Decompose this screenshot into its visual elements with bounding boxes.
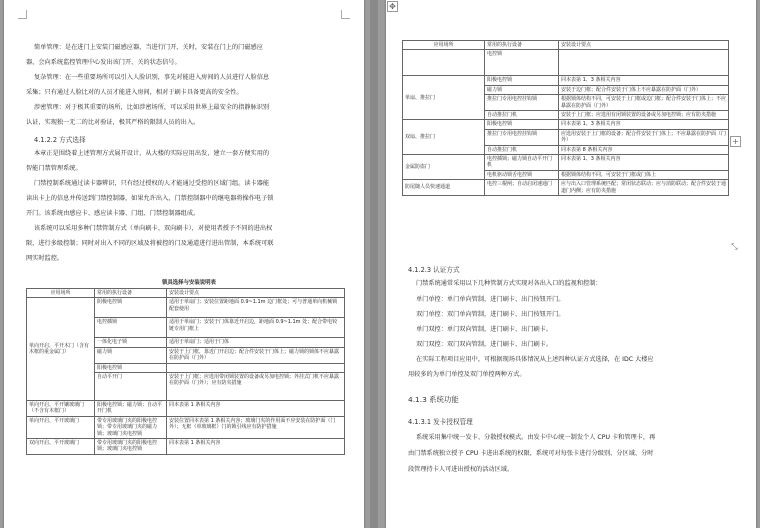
text-line: 双门单控：双门单向管制，进门刷卡、出门按钮开门。 xyxy=(416,311,565,318)
table-cell xyxy=(167,363,345,372)
text-line: 单门单控：单门单向管制，进门刷卡、出门按钮开门。 xyxy=(416,296,565,303)
table-cell: 应选用安装于上门框的设备；配合件安装于门体上；不应暴露在防护面（门外） xyxy=(559,129,729,145)
table-cell: 安装位置同本表第 1 条相关内容；玻璃门夹的作用面不应安装在防护面（门外）；无框（单玻璃框）门的锁引线应有防护措施 xyxy=(167,416,345,438)
section-heading: 4.1.2.2 方式选择 xyxy=(34,136,86,144)
table-cell: 适用于单扇门；适用于门体 xyxy=(167,338,345,347)
table-cell: 安装于上门框，靠近门开启边；配合件安装于门体上；磁力锁的锁体不应暴露在防护面（门外） xyxy=(167,347,345,363)
page-gap xyxy=(370,0,378,528)
table-cell: 单向开启、平开木门（含有木框的重金属门） xyxy=(27,298,95,401)
column-header: 常用的执行设备 xyxy=(485,41,559,50)
text-line: 在实际工程项目应用中，可根据现场具体情况从上述四种认证方式选择，在 IDC 大楼应 xyxy=(416,356,654,363)
table-row xyxy=(403,76,729,85)
table-cell: 单向开启、平开玻璃门 xyxy=(27,416,95,438)
table-cell: 双向开启、平开玻璃门 xyxy=(27,439,95,455)
table-cell: 电控插锁 xyxy=(95,318,167,338)
text-line: 网实时监控。 xyxy=(26,255,64,262)
table-cell: 同本表第 1、3 条相关内容 xyxy=(559,76,729,85)
table-cell: 适用于单扇门；安装于门体靠近开启边，距地面 0.9~1.1m 处；配合带电铰链专用门框上 xyxy=(167,318,345,338)
lock-selection-table xyxy=(26,288,345,455)
table-cell: 阳极电控锁；磁力锁；自动平开门机 xyxy=(95,401,167,417)
text-line: 用较多的为单门单控及双门单控两种方式。 xyxy=(408,371,526,378)
table-row xyxy=(403,50,729,76)
table-cell: 阴极电控锁 xyxy=(95,298,167,318)
table-cell: 电机驱动锁舌电控锁 xyxy=(485,170,559,179)
table-cell: 根据锁体结构不同，可安装于门框或门体上 xyxy=(559,170,729,179)
table-cell: 推拉门专用电控挂钩锁 xyxy=(485,129,559,145)
column-header: 安装设计要点 xyxy=(167,289,345,298)
table-row xyxy=(403,180,729,196)
table-row xyxy=(403,120,729,129)
text-line: 智能门禁管理系统。 xyxy=(26,165,82,172)
resize-handle-icon[interactable]: ⤡ xyxy=(731,242,738,251)
table-move-handle-icon[interactable]: ✥ xyxy=(387,1,398,12)
table-cell: 电控锁 xyxy=(485,50,559,76)
text-line: 本章正是围绕着上述管理方式展开设计，从大楼的实际应用出发，建立一套方便实用的 xyxy=(34,150,270,157)
table-cell: 根据锁体结构不同，可安装于上门框或边门框；配合件安装于门体上；不应暴露在防护面（门外） xyxy=(559,95,729,111)
text-line: 开门。该系统由感应卡、感应读卡器、门组、门禁控制器组成。 xyxy=(26,210,200,217)
document-page-right xyxy=(386,0,756,528)
table-row xyxy=(27,401,345,417)
table-cell: 同本表第 1、3 条相关内容 xyxy=(559,120,729,129)
table-row xyxy=(27,439,345,455)
table-cell: 自动推拉门机 xyxy=(485,145,559,154)
table-cell: 单扇、推拉门 xyxy=(403,76,485,120)
table-row xyxy=(27,298,345,318)
margin-mark xyxy=(18,10,27,19)
text-line: 单门双控：单门双向管制，进门刷卡、出门刷卡。 xyxy=(416,326,553,333)
section-heading: 4.1.3 系统功能 xyxy=(408,395,459,404)
column-header: 安装设计要点 xyxy=(559,41,729,50)
lock-selection-table-continued xyxy=(402,40,729,196)
text-line: 涉密管理：对于极其重要的场所，比如涉密场所，可以采用世界上最安全的指静脉识别 xyxy=(34,104,270,111)
text-line: 读出卡上的信息并传送到门禁控制器，如果允许出入，门禁控制器中的继电器将操作电子锁 xyxy=(26,195,274,202)
text-line: 限，进行多级控制；同时对出入不同的区域及将被控的门及通道进行进出管制，本系统可联 xyxy=(26,240,274,247)
table-cell: 带专用玻璃门夹的阳极电控锁；玻璃门夹电控锁 xyxy=(95,439,167,455)
table-cell: 电控插锁；磁力锁自动平开门机 xyxy=(485,155,559,171)
text-line: 双门双控：双门双向管制，进门刷卡、出门刷卡。 xyxy=(416,341,553,348)
table-cell: 应与出入口管理系统匹配；常闭状态联动；应与消防联动；配合件安装于通道门内侧；应有防夹措施 xyxy=(559,180,729,196)
table-row xyxy=(403,155,729,171)
text-line: 门禁控制系统通过读卡器辨识，只有经过授权的人才能通过受控的区域门组。读卡器能 xyxy=(34,180,270,187)
text-line: 器，会向系统监控管理中心发出该门开、关的状态信号。 xyxy=(26,59,181,66)
table-row xyxy=(27,416,345,438)
table-header-row xyxy=(403,41,729,50)
table-cell: 自动推拉门机 xyxy=(485,111,559,120)
table-cell: 同本表第 1 条相关内容 xyxy=(167,439,345,455)
table-cell xyxy=(559,50,729,76)
text-line: 门禁系统通常采用以下几种管制方式实现对各出入口的监视和控制： xyxy=(416,280,602,287)
table-cell: 电控三棍闸；自动启闭速通门 xyxy=(485,180,559,196)
table-cell: 双扇、推拉门 xyxy=(403,120,485,155)
document-page-left xyxy=(4,0,364,528)
table-cell: 带专用玻璃门夹的阳极电控锁；带专用玻璃门夹的磁力锁；玻璃门夹电控锁 xyxy=(95,416,167,438)
table-cell xyxy=(403,50,485,76)
section-heading: 4.1.2.3 认证方式 xyxy=(408,266,460,274)
table-cell: 推拉门专用电控挂钩锁 xyxy=(485,95,559,111)
text-line: 采集；只有通过人脸比对的人员才能进入房间，相对于刷卡具备更高的安全性。 xyxy=(26,89,243,96)
text-line: 简单管理：是在进门上安装门磁感应器，当进行门开、关时，安装在门上的门磁感应 xyxy=(34,44,263,51)
table-cell: 同本表第 8 条相关内容 xyxy=(559,145,729,154)
table-cell: 安装于边门框；配合件安装于门体上不应暴露在防护面（门外） xyxy=(559,85,729,94)
table-caption: 锁具选择与安装说明表 xyxy=(162,280,216,286)
table-cell: 金属防盗门 xyxy=(403,155,485,180)
add-row-icon[interactable]: + xyxy=(730,136,741,147)
text-line: 段管理持卡人可进出授权的活动区域。 xyxy=(408,466,514,473)
text-line: 该系统可以采用多种门禁管制方式（单向刷卡、双向刷卡），对使用者授予不同的进出权 xyxy=(34,225,273,232)
text-line: 认证，实现独一无二的比对验证，极其严格的限制人员的出入。 xyxy=(26,119,200,126)
table-cell: 阳极电控锁 xyxy=(95,363,167,372)
table-cell: 适用于单扇门；安装位置距地面 0.9~1.1m 边门框处；可与普通单向机械锁配套使用 xyxy=(167,298,345,318)
table-cell: 安装于上门框；应选用有闭锁装置的设备或另加电控锁；应有防夹措施 xyxy=(559,111,729,120)
table-cell: 自动平开门 xyxy=(95,373,167,401)
table-cell: 磁力锁 xyxy=(485,85,559,94)
table-cell: 阳极电控锁 xyxy=(485,76,559,85)
table-header-row xyxy=(27,289,345,298)
column-header: 应用场所 xyxy=(27,289,95,298)
text-line: 系统采用集中统一发卡、分散授权模式。由发卡中心统一制发个人 CPU 卡和管理卡，再 xyxy=(416,434,656,441)
table-cell: 磁力锁 xyxy=(95,347,167,363)
table-cell: 一体化电子锁 xyxy=(95,338,167,347)
table-cell: 同本表第 1、3 条相关内容 xyxy=(559,155,729,171)
section-heading: 4.1.3.1 发卡授权管理 xyxy=(408,418,473,426)
margin-mark xyxy=(341,10,350,19)
text-line: 由门禁系统独立授予 CPU 卡进出系统的权限，系统可对每张卡进行分级别、分区域、分时 xyxy=(408,450,654,457)
table-cell: 单向开启、平开镶玻璃门（不含有木框门） xyxy=(27,401,95,417)
table-cell: 阳极电控锁 xyxy=(485,120,559,129)
column-header: 应用场所 xyxy=(403,41,485,50)
table-cell: 安装于上门框；应选用带闭锁装置的设备或另加电控锁；外挂式门机不应暴露在防护面（门外）；应有防夹措施 xyxy=(167,373,345,401)
table-cell: 同本表第 1 条相关内容 xyxy=(167,401,345,417)
table-cell: 防尾随人员快速通道 xyxy=(403,180,485,196)
text-line: 复杂管理：在一些重要场所可以引入人脸识别，事先对能进入房间的人员进行人脸信息 xyxy=(34,74,270,81)
column-header: 常用的执行设备 xyxy=(95,289,167,298)
